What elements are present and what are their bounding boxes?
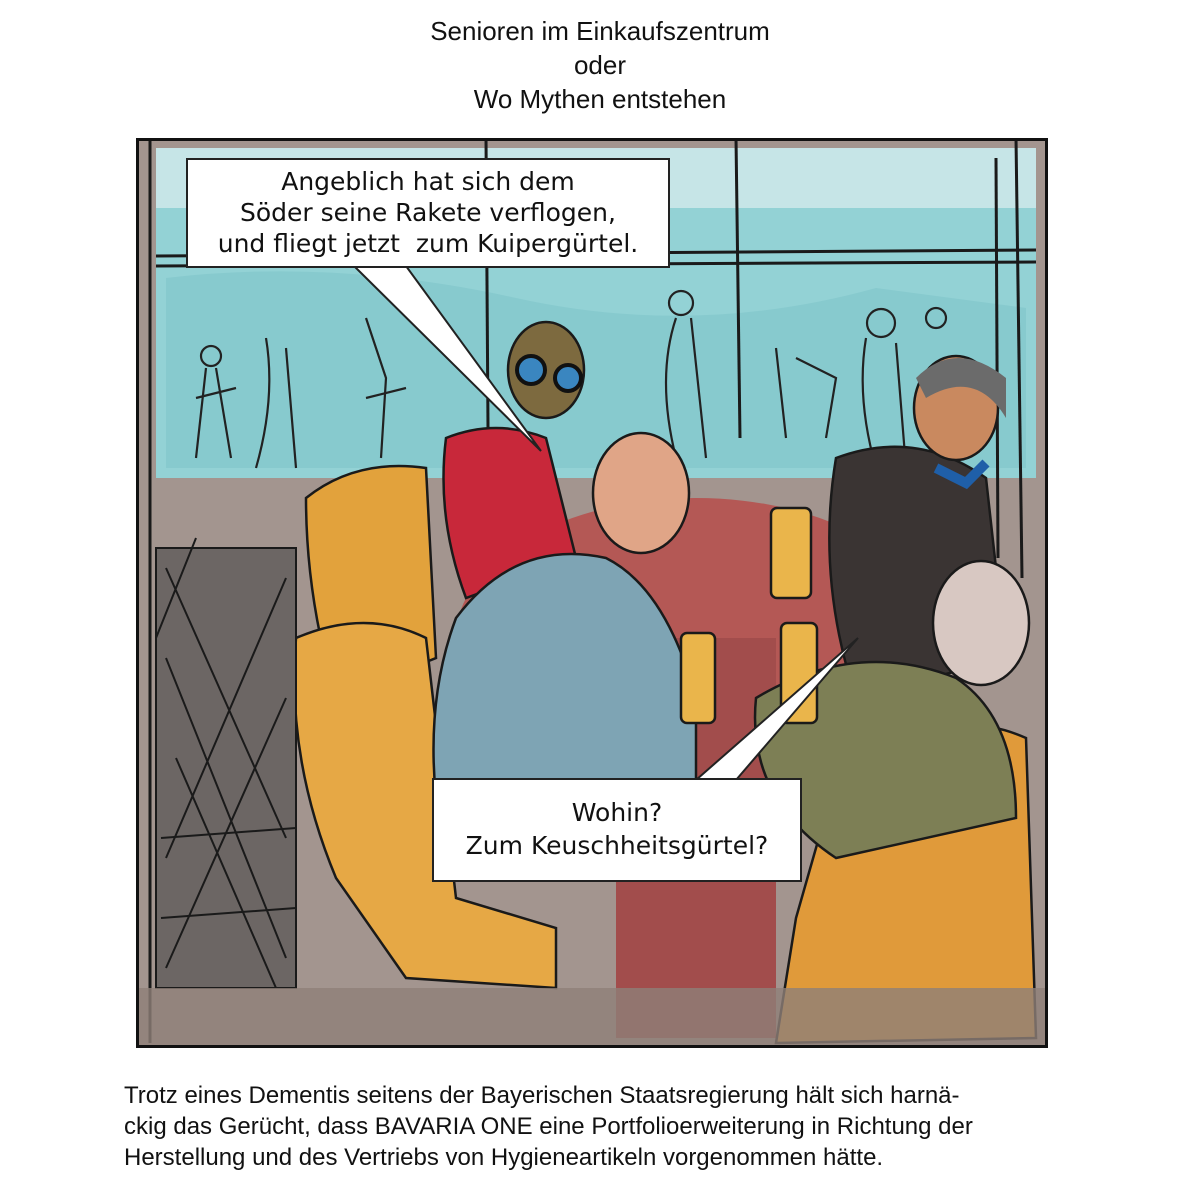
comic-panel	[136, 138, 1048, 1048]
comic-caption	[124, 1080, 1104, 1173]
glasses-left-lens	[517, 356, 545, 384]
bubble-top-line-3: und fliegt jetzt zum Kuipergürtel.	[217, 229, 639, 258]
speech-bubble-top	[186, 158, 670, 268]
comic-illustration	[136, 138, 1048, 1048]
speech-bubble-bottom	[432, 778, 802, 882]
man-green-head	[933, 561, 1029, 685]
caption-line-3: Herstellung und des Vertriebs von Hygieneartikeln vorgenommen hätte.	[124, 1144, 884, 1171]
floor	[136, 988, 1048, 1048]
title-line-2: oder	[573, 50, 627, 80]
bubble-bottom-line-1: Wohin?	[571, 798, 663, 827]
stacked-chairs	[156, 538, 296, 988]
bubble-top-line-2: Söder seine Rakete verflogen,	[240, 198, 616, 227]
caption-line-2: ckig das Gerücht, dass BAVARIA ONE eine Portfolioerweiterung in Richtung der	[124, 1113, 973, 1140]
bubble-bottom-line-2: Zum Keuschheitsgürtel?	[465, 831, 769, 860]
caption-line-1: Trotz eines Dementis seitens der Bayerischen Staatsregierung hält sich harnä-	[124, 1082, 960, 1109]
bald-man-head	[593, 433, 689, 553]
title-line-1: Senioren im Einkaufszentrum	[430, 16, 770, 46]
comic-title	[0, 14, 1200, 116]
bubble-top-line-1: Angeblich hat sich dem	[281, 167, 575, 196]
title-line-3: Wo Mythen entstehen	[473, 84, 727, 114]
glasses-right-lens	[555, 365, 581, 391]
